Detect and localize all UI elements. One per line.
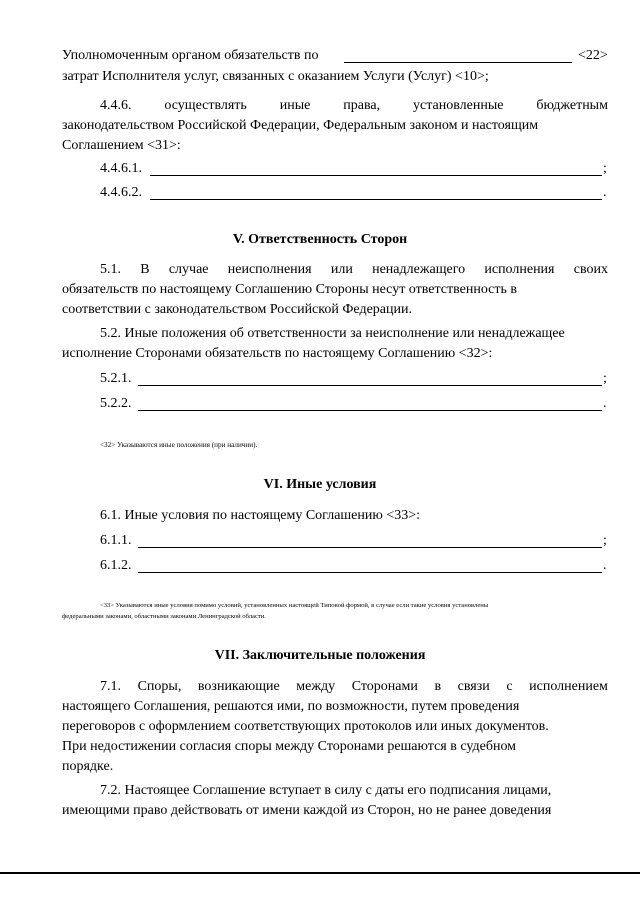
item-521-label: 5.2.1.: [100, 371, 132, 386]
word: ненадлежащего: [372, 262, 466, 277]
footnote-ref: <22>: [578, 48, 608, 63]
item-612-label: 6.1.2.: [100, 558, 132, 573]
item-end: ;: [603, 161, 607, 176]
word: с: [506, 679, 513, 694]
word: связи: [457, 679, 490, 694]
p52-line-1: 5.2. Иные положения об ответственности за неисполнение или ненадлежащее: [100, 326, 565, 341]
word: неисполнения: [227, 262, 312, 277]
word: возникающие: [197, 679, 280, 694]
p71-line-4: При недостижении согласия споры между Сторонами решаются в судебном: [62, 739, 517, 754]
item-4462-label: 4.4.6.2.: [100, 185, 142, 200]
blank-line: [344, 62, 572, 63]
section-7-heading: VII. Заключительные положения: [214, 648, 426, 663]
word: исполнением: [529, 679, 608, 694]
item-end: .: [603, 558, 607, 573]
word: В: [140, 262, 150, 277]
item-611-label: 6.1.1.: [100, 533, 132, 548]
word: своих: [573, 262, 608, 277]
p72-line-2: имеющими право действовать от имени каждой из Сторон, но не ранее доведения: [62, 803, 552, 818]
word: Сторонами: [351, 679, 418, 694]
word: в: [434, 679, 442, 694]
item-end: ;: [603, 533, 607, 548]
word: или: [330, 262, 353, 277]
word: бюджетным: [536, 98, 608, 113]
word: между: [296, 679, 336, 694]
item-end: .: [603, 396, 607, 411]
item-4461-label: 4.4.6.1.: [100, 161, 142, 176]
p61: 6.1. Иные условия по настоящему Соглашению <33>:: [100, 508, 421, 523]
word: случае: [168, 262, 209, 277]
footnote-33-line-2: федеральными законами, областными законами Ленинградской области.: [62, 613, 266, 620]
p71-line-1: [100, 678, 608, 696]
footnote-32: <32> Указываются иные положения (при наличии).: [100, 441, 258, 449]
blank-line: [138, 572, 602, 573]
p446-line-2: законодательством Российской Федерации, Федеральным законом и настоящим: [62, 118, 539, 133]
item-end: ;: [603, 371, 607, 386]
p71-line-5: порядке.: [62, 759, 114, 774]
word: 5.1.: [100, 262, 121, 277]
blank-line: [138, 547, 602, 548]
p51-line-3: соответствии с законодательством Российской Федерации.: [62, 302, 412, 317]
word: права,: [343, 98, 381, 113]
top-line-2: затрат Исполнителя услуг, связанных с оказанием Услуги (Услуг) <10>;: [62, 69, 489, 84]
p51-line-1: [100, 261, 608, 279]
p72-line-1: 7.2. Настоящее Соглашение вступает в силу с даты его подписания лицами,: [100, 783, 552, 798]
word: установленные: [413, 98, 504, 113]
p51-line-2: обязательств по настоящему Соглашению Стороны несут ответственность в: [62, 282, 518, 297]
p446-line-3: Соглашением <31>:: [62, 138, 181, 153]
top-line-1: Уполномоченным органом обязательств по: [62, 48, 319, 63]
item-522-label: 5.2.2.: [100, 396, 132, 411]
blank-line: [150, 175, 602, 176]
word: иные: [279, 98, 311, 113]
p446-line-1: [100, 97, 608, 115]
page-bottom-edge: [0, 872, 640, 874]
footnote-33-line-1: <33> Указываются иные условия помимо условий, установленных настоящей Типовой формой, в случае если такие условия установлены: [100, 602, 489, 609]
word: 4.4.6.: [100, 98, 132, 113]
word: Споры,: [137, 679, 182, 694]
p71-line-2: настоящего Соглашения, решаются ими, по возможности, путем проведения: [62, 699, 520, 714]
item-end: .: [603, 185, 607, 200]
p71-line-3: переговоров с оформлением соответствующих протоколов или иных документов.: [62, 719, 549, 734]
section-5-heading: V. Ответственность Сторон: [232, 232, 408, 247]
word: исполнения: [484, 262, 555, 277]
word: 7.1.: [100, 679, 121, 694]
section-6-heading: VI. Иные условия: [263, 477, 377, 492]
p52-line-2: исполнение Сторонами обязательств по настоящему Соглашению <32>:: [62, 346, 493, 361]
blank-line: [150, 199, 602, 200]
blank-line: [138, 410, 602, 411]
word: осуществлять: [164, 98, 247, 113]
blank-line: [138, 385, 602, 386]
